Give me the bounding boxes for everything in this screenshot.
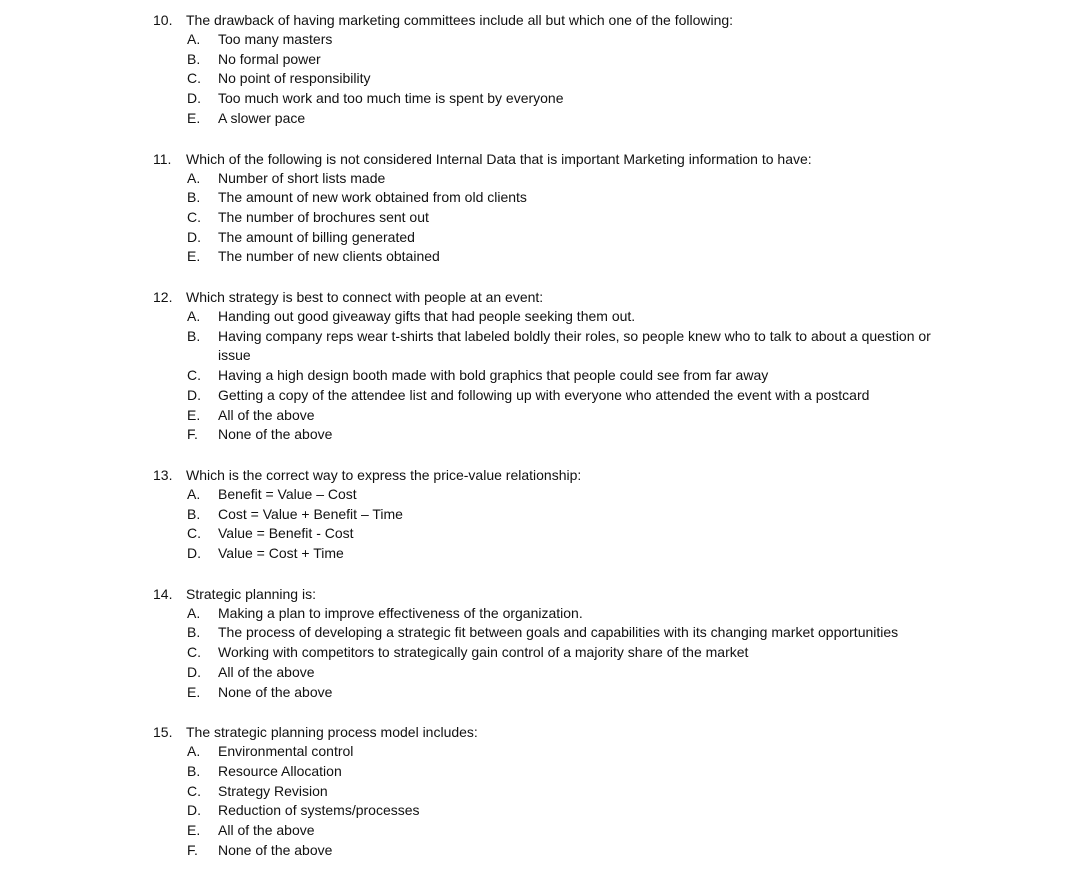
- option-text: Getting a copy of the attendee list and following up with everyone who attended the event with a postcard: [218, 386, 870, 403]
- option-text: Number of short lists made: [218, 169, 386, 186]
- question-10: [0, 10, 1086, 129]
- option-text: Making a plan to improve effectiveness of the organization.: [218, 604, 583, 621]
- option-letter: F.: [187, 426, 198, 443]
- option-text: No formal power: [218, 50, 321, 67]
- question-number: 11.: [153, 150, 172, 167]
- option-text: Value = Benefit - Cost: [218, 525, 354, 542]
- answer-option: [0, 406, 1086, 426]
- answer-option: [0, 69, 1086, 89]
- question-stem: [0, 722, 1086, 742]
- answer-option: [0, 821, 1086, 841]
- option-text: A slower pace: [218, 109, 306, 126]
- answer-option: [0, 50, 1086, 70]
- answer-option: [0, 485, 1086, 505]
- option-letter: C.: [187, 208, 201, 225]
- question-15: [0, 722, 1086, 860]
- option-text: Too much work and too much time is spent by everyone: [218, 90, 564, 107]
- answer-option: [0, 663, 1086, 683]
- question-11: [0, 149, 1086, 268]
- question-13: [0, 465, 1086, 564]
- answer-option: [0, 109, 1086, 129]
- question-text: Which strategy is best to connect with people at an event:: [186, 289, 544, 306]
- answer-option: [0, 386, 1086, 406]
- answer-option: [0, 366, 1086, 386]
- question-text: The strategic planning process model includes:: [186, 724, 478, 741]
- question-12: [0, 287, 1086, 445]
- option-text: The process of developing a strategic fit between goals and capabilities with its changing market opportunities: [218, 624, 899, 641]
- option-text: None of the above: [218, 426, 333, 443]
- option-text: Having a high design booth made with bold graphics that people could see from far away: [218, 367, 769, 384]
- answer-option: [0, 208, 1086, 228]
- answer-option: [0, 169, 1086, 189]
- option-letter: E.: [187, 248, 201, 265]
- question-stem: [0, 465, 1086, 485]
- option-text: Resource Allocation: [218, 762, 342, 779]
- answer-option: [0, 782, 1086, 802]
- question-stem: [0, 287, 1086, 307]
- answer-option: [0, 742, 1086, 762]
- option-letter: A.: [187, 308, 201, 325]
- question-text: Which of the following is not considered Internal Data that is important Marketing information to have:: [186, 150, 812, 167]
- option-text: Environmental control: [218, 743, 354, 760]
- option-letter: B.: [187, 189, 201, 206]
- option-text: Handing out good giveaway gifts that had people seeking them out.: [218, 308, 636, 325]
- question-stem: [0, 10, 1086, 30]
- option-letter: D.: [187, 90, 201, 107]
- question-number: 14.: [153, 585, 173, 602]
- option-text: Cost = Value + Benefit – Time: [218, 505, 403, 522]
- option-letter: A.: [187, 604, 201, 621]
- answer-option: [0, 228, 1086, 248]
- option-letter: A.: [187, 743, 201, 760]
- question-text: Which is the correct way to express the price-value relationship:: [186, 466, 582, 483]
- option-text: None of the above: [218, 841, 333, 858]
- option-text: The number of brochures sent out: [218, 208, 429, 225]
- option-text: Having company reps wear t-shirts that labeled boldly their roles, so people knew who to talk to about a question or issue: [218, 327, 931, 364]
- question-stem: [0, 149, 1086, 169]
- option-letter: D.: [187, 663, 201, 680]
- option-text: The amount of new work obtained from old clients: [218, 189, 527, 206]
- question-stem: [0, 584, 1086, 604]
- option-letter: C.: [187, 70, 201, 87]
- option-letter: C.: [187, 782, 201, 799]
- option-text: All of the above: [218, 406, 315, 423]
- answer-option: [0, 524, 1086, 544]
- option-letter: B.: [187, 50, 201, 67]
- option-letter: E.: [187, 109, 201, 126]
- answer-option: [0, 683, 1086, 703]
- option-letter: A.: [187, 31, 201, 47]
- option-letter: E.: [187, 406, 201, 423]
- answer-option: [0, 841, 1086, 861]
- question-text: The drawback of having marketing committees include all but which one of the following:: [186, 12, 734, 28]
- answer-option: [0, 425, 1086, 445]
- option-text: All of the above: [218, 663, 315, 680]
- option-letter: D.: [187, 802, 201, 819]
- option-letter: B.: [187, 505, 201, 522]
- option-letter: B.: [187, 327, 201, 344]
- option-text: None of the above: [218, 683, 333, 700]
- option-letter: E.: [187, 822, 201, 839]
- option-text: Benefit = Value – Cost: [218, 485, 357, 502]
- answer-option: [0, 544, 1086, 564]
- option-text: Working with competitors to strategically gain control of a majority share of the market: [218, 644, 749, 661]
- option-text: Value = Cost + Time: [218, 545, 344, 562]
- question-list: [0, 10, 1086, 861]
- question-text: Strategic planning is:: [186, 585, 316, 602]
- option-letter: E.: [187, 683, 201, 700]
- option-text: Strategy Revision: [218, 782, 328, 799]
- question-number: 13.: [153, 466, 173, 483]
- option-text: Reduction of systems/processes: [218, 802, 420, 819]
- answer-option: [0, 327, 1086, 366]
- question-14: [0, 584, 1086, 703]
- question-number: 15.: [153, 724, 173, 741]
- option-letter: C.: [187, 367, 201, 384]
- question-number: 12.: [153, 289, 173, 306]
- option-letter: D.: [187, 228, 201, 245]
- question-number: 10.: [153, 12, 173, 28]
- option-text: The amount of billing generated: [218, 228, 415, 245]
- answer-option: [0, 307, 1086, 327]
- option-letter: B.: [187, 762, 201, 779]
- answer-option: [0, 505, 1086, 525]
- answer-option: [0, 604, 1086, 624]
- option-text: Too many masters: [218, 31, 333, 47]
- option-letter: A.: [187, 485, 201, 502]
- option-letter: C.: [187, 525, 201, 542]
- option-letter: D.: [187, 545, 201, 562]
- answer-option: [0, 30, 1086, 50]
- option-letter: A.: [187, 169, 201, 186]
- answer-option: [0, 762, 1086, 782]
- option-letter: D.: [187, 386, 201, 403]
- quiz-page: [0, 10, 1086, 881]
- answer-option: [0, 643, 1086, 663]
- answer-option: [0, 801, 1086, 821]
- option-text: All of the above: [218, 822, 315, 839]
- option-letter: B.: [187, 624, 201, 641]
- option-letter: C.: [187, 644, 201, 661]
- option-text: No point of responsibility: [218, 70, 371, 87]
- answer-option: [0, 89, 1086, 109]
- answer-option: [0, 188, 1086, 208]
- option-text: The number of new clients obtained: [218, 248, 440, 265]
- answer-option: [0, 247, 1086, 267]
- option-letter: F.: [187, 841, 198, 858]
- answer-option: [0, 623, 1086, 643]
